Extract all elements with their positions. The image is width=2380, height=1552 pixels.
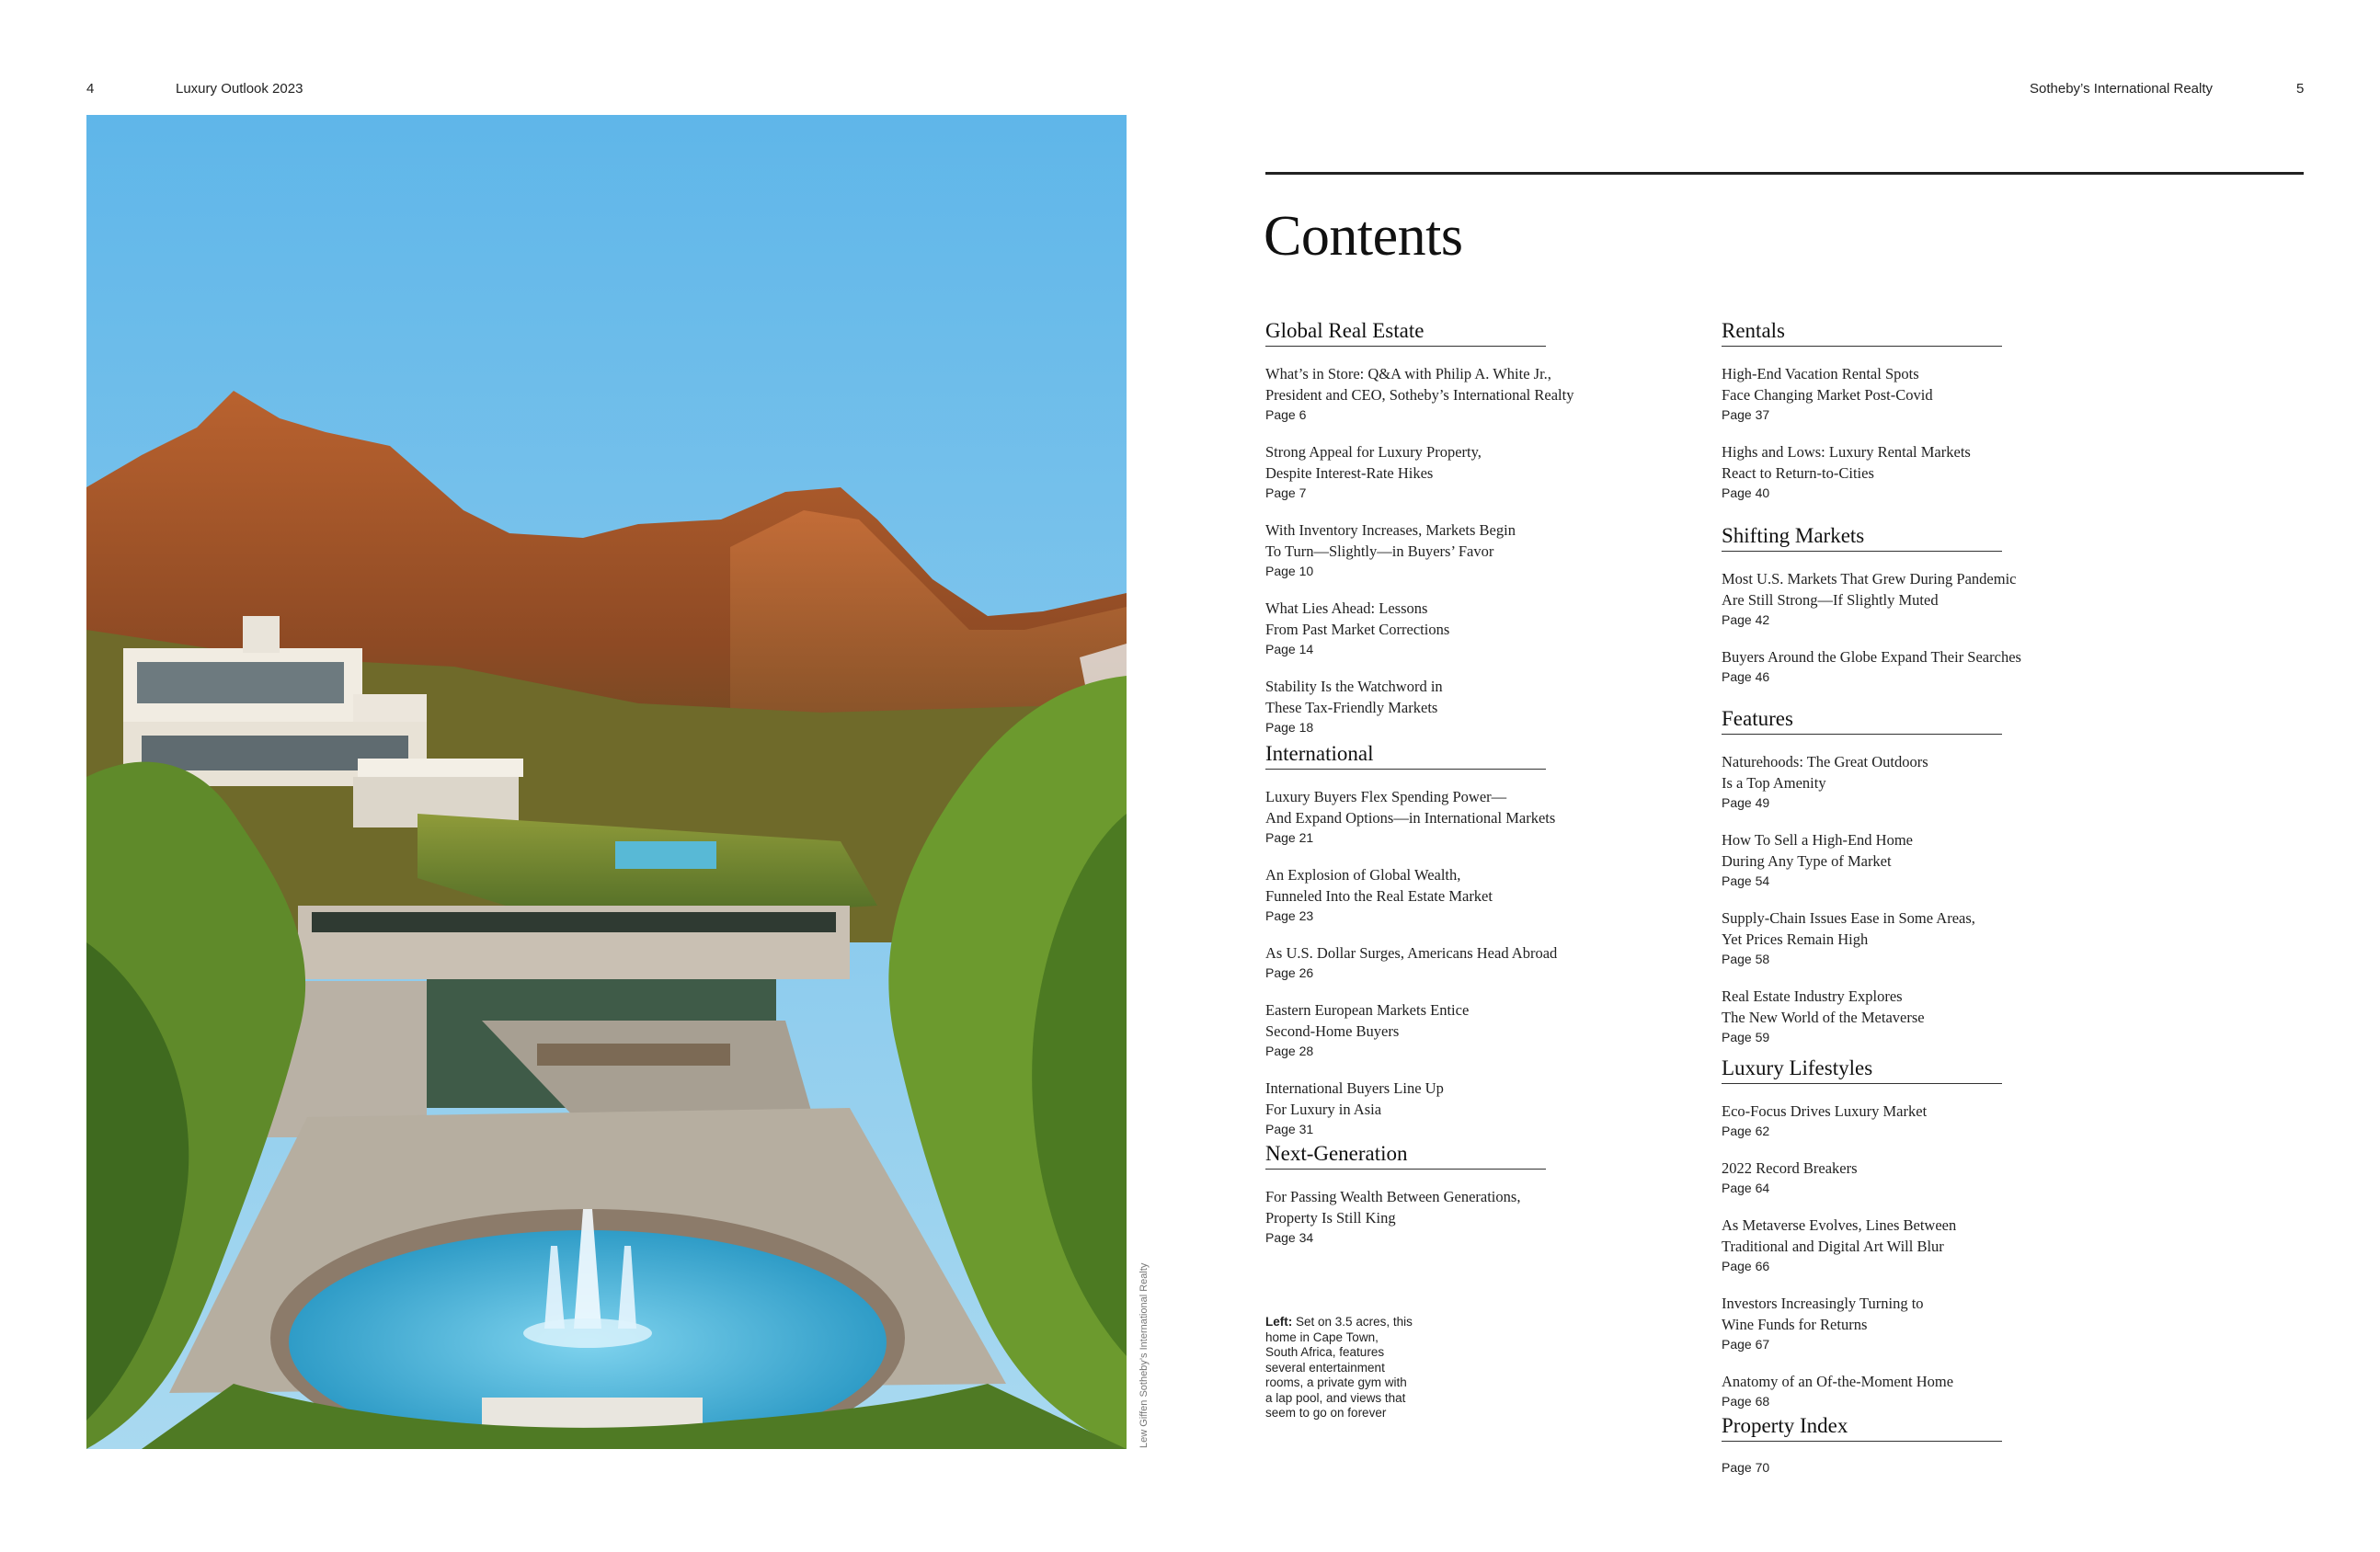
contents-title: Contents [1264, 205, 1463, 268]
toc-entry[interactable] [1265, 942, 1652, 982]
toc-section-rentals [1722, 319, 2108, 519]
entry-page: Page 18 [1265, 720, 1314, 735]
entry-page: Page 23 [1265, 908, 1314, 923]
house-photo [86, 115, 1127, 1449]
entry-title: Most U.S. Markets That Grew During Pandemic Are Still Strong—If Slightly Muted [1722, 570, 2017, 609]
entry-page: Page 59 [1722, 1030, 1770, 1044]
section-heading: Next-Generation [1265, 1142, 1546, 1170]
toc-entry[interactable] [1722, 829, 2108, 890]
entry-page: Page 64 [1722, 1181, 1770, 1195]
toc-entry[interactable] [1722, 1158, 2108, 1197]
entry-title: As Metaverse Evolves, Lines Between Traditional and Digital Art Will Blur [1722, 1216, 1957, 1255]
entry-title: Investors Increasingly Turning to Wine Funds for Returns [1722, 1295, 1924, 1333]
toc-entry[interactable] [1265, 999, 1652, 1060]
caption-text: Set on 3.5 acres, this home in Cape Town, South Africa, features several entertainment rooms, a private gym with a lap pool, and views that seem to go on forever [1265, 1315, 1413, 1420]
entry-page: Page 46 [1722, 669, 1770, 684]
entry-page: Page 7 [1265, 485, 1307, 500]
section-heading: Property Index [1722, 1414, 2002, 1442]
entry-title: How To Sell a High-End Home During Any Type of Market [1722, 831, 1913, 870]
toc-section-global-real-estate [1265, 319, 1652, 754]
toc-entry[interactable] [1265, 786, 1652, 847]
entry-title: Highs and Lows: Luxury Rental Markets React to Return-to-Cities [1722, 443, 1971, 482]
entry-page: Page 21 [1265, 830, 1314, 845]
left-running-head: Luxury Outlook 2023 [176, 81, 303, 97]
entry-title: As U.S. Dollar Surges, Americans Head Abroad [1265, 944, 1558, 962]
toc-entry[interactable] [1722, 1293, 2108, 1353]
toc-entry[interactable] [1722, 751, 2108, 812]
toc-entry[interactable] [1722, 986, 2108, 1046]
entry-title: Stability Is the Watchword in These Tax-Friendly Markets [1265, 678, 1443, 716]
toc-section-shifting-markets [1722, 524, 2108, 703]
entry-page: Page 34 [1265, 1230, 1314, 1245]
entry-title: With Inventory Increases, Markets Begin To Turn—Slightly—in Buyers’ Favor [1265, 521, 1516, 560]
toc-entry[interactable] [1722, 1215, 2108, 1275]
entry-page: Page 26 [1265, 965, 1314, 980]
entry-page: Page 37 [1722, 407, 1770, 422]
toc-entry[interactable] [1722, 907, 2108, 968]
toc-section-luxury-lifestyles [1722, 1056, 2108, 1428]
entry-page: Page 66 [1722, 1259, 1770, 1273]
toc-section-next-generation [1265, 1142, 1652, 1264]
toc-entry[interactable] [1722, 1371, 2108, 1410]
toc-entry[interactable] [1265, 519, 1652, 580]
entry-page: Page 6 [1265, 407, 1307, 422]
entry-title: What Lies Ahead: Lessons From Past Market Corrections [1265, 599, 1450, 638]
right-running-head: Sotheby’s International Realty [2030, 81, 2214, 97]
section-heading: Global Real Estate [1265, 319, 1546, 347]
toc-section-features [1722, 707, 2108, 1064]
section-heading: Luxury Lifestyles [1722, 1056, 2002, 1084]
entry-page: Page 58 [1722, 952, 1770, 966]
toc-entry[interactable] [1722, 441, 2108, 502]
entry-title: What’s in Store: Q&A with Philip A. White Jr., President and CEO, Sotheby’s International Realty [1265, 365, 1574, 404]
toc-entry[interactable] [1265, 1186, 1652, 1247]
entry-page: Page 31 [1265, 1122, 1314, 1136]
toc-entry[interactable] [1265, 676, 1652, 736]
entry-page: Page 54 [1722, 873, 1770, 888]
entry-title: High-End Vacation Rental Spots Face Changing Market Post-Covid [1722, 365, 1933, 404]
entry-page: Page 28 [1265, 1044, 1314, 1058]
photo-caption [1265, 1315, 1413, 1421]
entry-title: Buyers Around the Globe Expand Their Searches [1722, 648, 2021, 666]
entry-title: Luxury Buyers Flex Spending Power— And Expand Options—in International Markets [1265, 788, 1556, 827]
section-heading: Rentals [1722, 319, 2002, 347]
entry-page: Page 42 [1722, 612, 1770, 627]
toc-section-property-index [1722, 1414, 2108, 1494]
left-page-number: 4 [86, 81, 95, 97]
photo-credit: Lew Giffen Sotheby’s International Realty [1139, 1262, 1150, 1448]
entry-page: Page 62 [1722, 1124, 1770, 1138]
toc-entry[interactable] [1722, 568, 2108, 629]
entry-title: Eastern European Markets Entice Second-Home Buyers [1265, 1001, 1470, 1040]
toc-entry[interactable] [1722, 363, 2108, 424]
entry-title: International Buyers Line Up For Luxury in Asia [1265, 1079, 1444, 1118]
section-heading: Shifting Markets [1722, 524, 2002, 552]
entry-page: Page 10 [1265, 564, 1314, 578]
toc-entry[interactable] [1265, 363, 1652, 424]
entry-page: Page 68 [1722, 1394, 1770, 1409]
section-heading: Features [1722, 707, 2002, 735]
entry-page: Page 70 [1722, 1460, 1770, 1475]
entry-page: Page 14 [1265, 642, 1314, 656]
entry-title: Real Estate Industry Explores The New World of the Metaverse [1722, 987, 1925, 1026]
toc-entry[interactable] [1265, 1078, 1652, 1138]
toc-entry[interactable] [1722, 1458, 2108, 1477]
entry-page: Page 67 [1722, 1337, 1770, 1352]
toc-entry[interactable] [1722, 1101, 2108, 1140]
entry-title: Eco-Focus Drives Luxury Market [1722, 1102, 1928, 1120]
caption-lead: Left: [1265, 1315, 1293, 1329]
top-rule [1265, 172, 2304, 175]
entry-title: Strong Appeal for Luxury Property, Despite Interest-Rate Hikes [1265, 443, 1482, 482]
entry-title: An Explosion of Global Wealth, Funneled Into the Real Estate Market [1265, 866, 1493, 905]
toc-entry[interactable] [1722, 646, 2108, 686]
toc-section-international [1265, 742, 1652, 1156]
entry-title: Naturehoods: The Great Outdoors Is a Top Amenity [1722, 753, 1928, 792]
entry-title: For Passing Wealth Between Generations, Property Is Still King [1265, 1188, 1521, 1227]
house-photo-illustration [86, 115, 1127, 1449]
entry-title: Anatomy of an Of-the-Moment Home [1722, 1373, 1954, 1390]
toc-entry[interactable] [1265, 864, 1652, 925]
toc-entry[interactable] [1265, 598, 1652, 658]
section-heading: International [1265, 742, 1546, 770]
entry-page: Page 49 [1722, 795, 1770, 810]
entry-page: Page 40 [1722, 485, 1770, 500]
toc-entry[interactable] [1265, 441, 1652, 502]
entry-title: Supply-Chain Issues Ease in Some Areas, Yet Prices Remain High [1722, 909, 1975, 948]
entry-title: 2022 Record Breakers [1722, 1159, 1858, 1177]
right-page-number: 5 [2296, 81, 2305, 97]
